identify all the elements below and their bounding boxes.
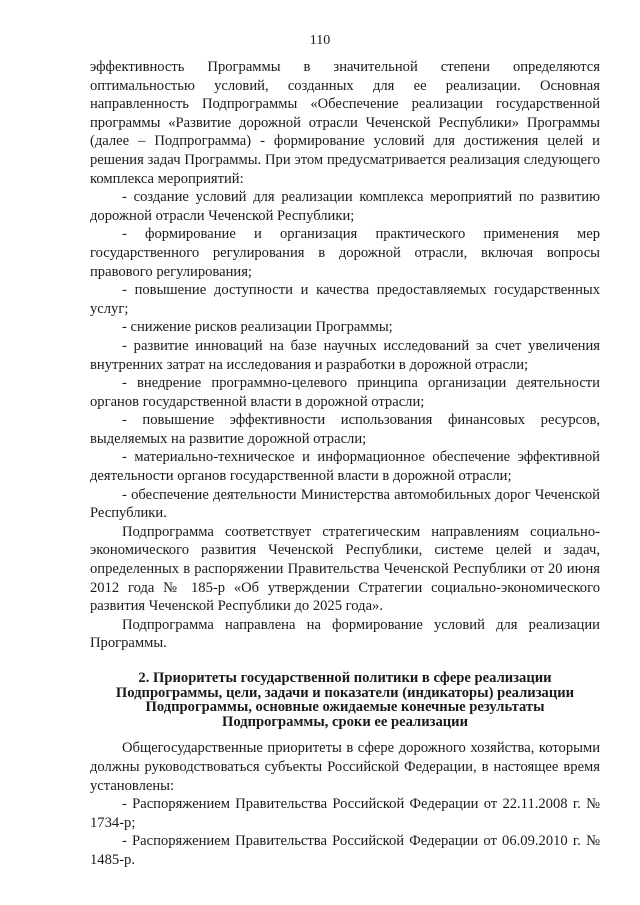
list-item: - развитие инноваций на базе научных исследований за счет увеличения внутренних затрат на исследования и разработки в дорожной отрасли;: [90, 337, 600, 373]
list-item: - повышение эффективности использования финансовых ресурсов, выделяемых на развитие дорожной отрасли;: [90, 412, 600, 447]
list-item: - снижение рисков реализации Программы;: [122, 319, 393, 336]
page-number: 110: [309, 33, 331, 48]
paragraph-strategy: Подпрограмма соответствует стратегическим направлениям социально-экономического развития Чеченской Республики, системе целей и задач, определенных в распоряжении Правительства Чеченской Республики от 20 июня 2012 года № 185-р «Об утверждении Стратегии социально-экономического развития Чеченской Республики до 2025 года».: [90, 523, 600, 615]
list-item: - формирование и организация практического применения мер государственного регулирования в дорожной отрасли, включая вопросы правового регулирования;: [90, 226, 600, 280]
list-item: - обеспечение деятельности Министерства автомобильных дорог Чеченской Республики.: [90, 486, 600, 522]
list-item: - Распоряжением Правительства Российской Федерации от 22.11.2008 г. № 1734-р;: [90, 796, 600, 831]
paragraph-purpose: Подпрограмма направлена на формирование условий для реализации Программы.: [90, 616, 600, 652]
list-item: - создание условий для реализации комплекса мероприятий по развитию дорожной отрасли Чеченской Республики;: [90, 189, 600, 224]
paragraph-intro: эффективность Программы в значительной степени определяются оптимальностью условий, созданных для ее реализации. Основная направленность Подпрограммы «Обеспечение реализации государственной программы «Развитие дорожной отрасли Чеченской Республики» Программы (далее – Подпрограмма) - формирование условий для достижения целей и решения задач Программы. При этом предусматривается реализация следующего комплекса мероприятий:: [90, 59, 600, 187]
list-item: - повышение доступности и качества предоставляемых государственных услуг;: [90, 282, 600, 317]
list-item: - внедрение программно-целевого принципа организации деятельности органов государственной власти в дорожной отрасли;: [90, 375, 600, 410]
section-heading: 2. Приоритеты государственной политики в сфере реализации Подпрограммы, цели, задачи и показатели (индикаторы) реализации Подпрограммы, основные ожидаемые конечные результаты Подпрограммы, сроки ее реализации: [115, 670, 575, 730]
list-item: - Распоряжением Правительства Российской Федерации от 06.09.2010 г. № 1485-р.: [90, 833, 600, 868]
document-body: [90, 58, 600, 870]
paragraph-priorities: Общегосударственные приоритеты в сфере дорожного хозяйства, которыми должны руководствоваться субъекты Российской Федерации, в настоящее время установлены:: [90, 740, 600, 794]
list-item: - материально-техническое и информационное обеспечение эффективной деятельности органов государственной власти в дорожной отрасли;: [90, 449, 600, 485]
